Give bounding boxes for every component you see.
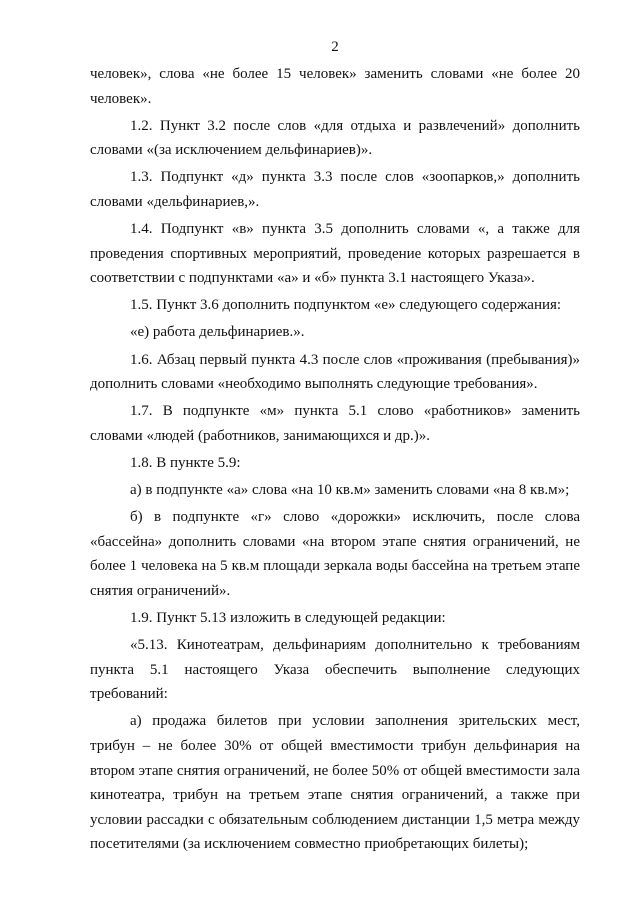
page-number: 2 [331,39,339,55]
paragraph-1-6: 1.6. Абзац первый пункта 4.3 после слов «проживания (пребывания)» дополнить словами «необходимо выполнять следующие требования». [90,351,580,393]
document-body [90,62,580,857]
paragraph-5-13-a: а) продажа билетов при условии заполнения зрительских мест, трибун – не более 30% от общей вместимости трибун дельфинария на втором этапе снятия ограничений, не более 50% от общей вместимости зала кинотеатра, трибун на третьем этапе снятия ограничений, а также при условии рассадки с обязательным соблюдением дистанции 1,5 метра между посетителями (за исключением совместно приобретающих билеты); [90,713,580,853]
paragraph-1-3: 1.3. Подпункт «д» пункта 3.3 после слов «зоопарков,» дополнить словами «дельфинариев,». [90,169,580,210]
paragraph-1-2: 1.2. Пункт 3.2 после слов «для отдыха и развлечений» дополнить словами «(за исключением дельфинариев)». [90,117,580,159]
paragraph-continuation: человек», слова «не более 15 человек» заменить словами «не более 20 человек». [90,66,580,107]
paragraph-1-4: 1.4. Подпункт «в» пункта 3.5 дополнить словами «, а также для проведения спортивных мероприятий, проведение которых разрешается в соответствии с подпунктами «а» и «б» пункта 3.1 настоящего Указа». [90,221,580,287]
paragraph-1-7: 1.7. В подпункте «м» пункта 5.1 слово «работников» заменить словами «людей (работников, занимающихся и др.)». [90,403,580,444]
paragraph-1-5-e: «е) работа дельфинариев.». [130,324,305,341]
paragraph-1-8: 1.8. В пункте 5.9: [130,454,241,471]
paragraph-1-5: 1.5. Пункт 3.6 дополнить подпунктом «е» следующего содержания: [130,297,562,314]
paragraph-1-9: 1.9. Пункт 5.13 изложить в следующей редакции: [130,609,446,626]
paragraph-1-8-b: б) в подпункте «г» слово «дорожки» исключить, после слова «бассейна» дополнить словами «на втором этапе снятия ограничений, не более 1 человека на 5 кв.м площади зеркала воды бассейна на третьем этапе снятия ограничений». [90,509,580,599]
paragraph-1-8-a: а) в подпункте «а» слова «на 10 кв.м» заменить словами «на 8 кв.м»; [130,482,570,498]
paragraph-5-13: «5.13. Кинотеатрам, дельфинариям дополнительно к требованиям пункта 5.1 настоящего Указа обеспечить выполнение следующих требований: [90,637,580,703]
